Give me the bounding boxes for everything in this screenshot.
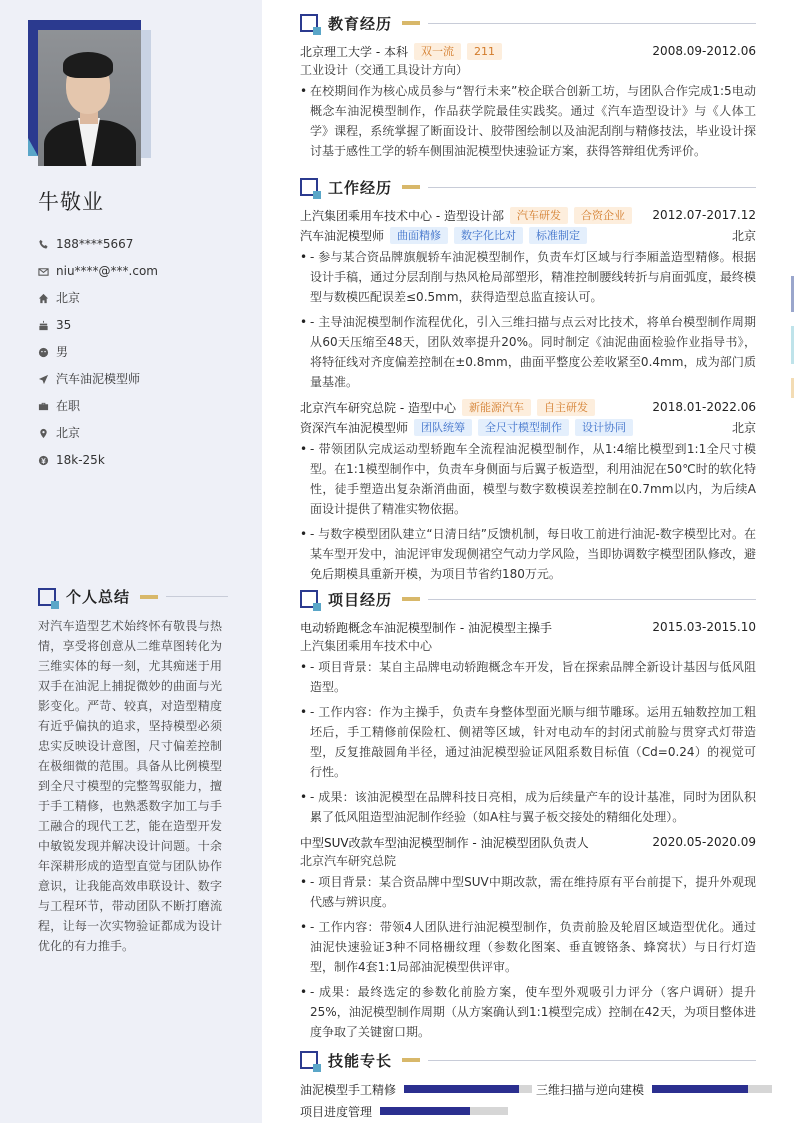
section-title: 工作经历 <box>328 178 393 197</box>
section-title: 教育经历 <box>328 14 393 33</box>
skills-section-heading <box>300 1049 756 1071</box>
list-item: • - 工作内容：作为主操手，负责车身整体型面光顺与细节雕琢。运用五轴数控加工粗坯后，手工精修前保险杠、侧裙等区域，针对电动车的封闭式前脸与贯穿式灯带造型，反复推敲圆角半径，通过油泥模型验证风阻系数目标值（Cd=0.24）的视觉可行性。 <box>300 702 756 782</box>
job-role: 资深汽车油泥模型师 <box>300 420 409 435</box>
section-title: 项目经历 <box>328 590 393 609</box>
project-org: 上汽集团乘用车技术中心 <box>300 639 433 653</box>
role-tag: 全尺寸模型制作 <box>478 419 569 436</box>
info-text: 35 <box>56 317 72 332</box>
list-item: • 在校期间作为核心成员参与“智行未来”校企联合创新工坊，与团队合作完成1:5电动概念车油泥模型制作，作品获学院最佳实践奖。通过《汽车造型设计》与《人体工学》课程，系统掌握了断面设计、胶带图绘制以及油泥刮削与精修技法，毕业设计探讨基于感性工学的轿车侧围油泥模型快速验证方案，获得答辩组优秀评价。 <box>300 81 756 161</box>
project-header <box>300 617 756 637</box>
job-city: 北京 <box>731 420 756 435</box>
section-divider <box>428 1060 756 1061</box>
section-title: 个人总结 <box>66 588 131 606</box>
job-role-row <box>300 225 756 245</box>
project-name: 电动轿跑概念车油泥模型制作 - 油泥模型主操手 <box>300 620 552 635</box>
skill-name: 项目进度管理 <box>300 1104 373 1119</box>
location-icon <box>38 426 56 439</box>
company-tag: 合资企业 <box>574 207 632 224</box>
education-row <box>300 41 756 61</box>
list-item: • - 参与某合资品牌旗舰轿车油泥模型制作，负责车灯区域与行李厢盖造型精修。根据设计手稿，通过分层刮削与热风枪局部塑形，精准控制腰线转折与肩面弧度，最终模型与数模匹配误差≤0.5mm，获得造型总监直接认可。 <box>300 247 756 307</box>
list-item: • - 带领团队完成运动型轿跑车全流程油泥模型制作，从1:4缩比模型到1:1全尺寸模型。在1:1模型制作中，负责车身侧面与后翼子板造型，利用油泥在50℃时的软化特性，徒手塑造出复杂渐消曲面，模型与数字数模误差控制在0.7mm以内，为后续A面设计提供了精准实物依据。 <box>300 439 756 519</box>
info-age <box>38 311 158 338</box>
list-item: • - 成果：最终选定的参数化前脸方案，使车型外观吸引力评分（客户调研）提升25%，油泥模型制作周期（从方案确认到1:1模型完成）控制在42天，为项目整体进度争取了关键窗口期。 <box>300 982 756 1042</box>
company-tag: 自主研发 <box>537 399 595 416</box>
info-text: 在职 <box>56 399 81 413</box>
contact-info-list <box>38 230 158 473</box>
projects-section <box>300 588 756 1047</box>
role-tag: 曲面精修 <box>390 227 448 244</box>
info-status <box>38 392 158 419</box>
list-item: • - 项目背景：某自主品牌电动轿跑概念车开发，旨在探索品牌全新设计基因与低风阻造型。 <box>300 657 756 697</box>
education-bullets <box>300 81 756 161</box>
section-gold-bar <box>402 1058 420 1062</box>
skill-item <box>300 1081 536 1098</box>
project-header <box>300 832 756 852</box>
job-role: 汽车油泥模型师 <box>300 228 385 243</box>
list-item: • - 项目背景：某合资品牌中型SUV中期改款，需在维持原有平台前提下，提升外观现代感与辨识度。 <box>300 872 756 912</box>
job-bullets <box>300 247 756 392</box>
section-gold-bar <box>402 21 420 25</box>
project-bullets <box>300 872 756 1042</box>
role-tag: 团队统筹 <box>414 419 472 436</box>
skill-bar <box>652 1085 772 1093</box>
school-tag: 双一流 <box>414 43 461 60</box>
candidate-name: 牛敬业 <box>38 190 104 214</box>
project-date: 2020.05-2020.09 <box>652 835 756 849</box>
role-tag: 标准制定 <box>529 227 587 244</box>
work-section <box>300 176 756 589</box>
job-bullets <box>300 439 756 584</box>
section-square-icon <box>300 178 318 196</box>
company-name: 上汽集团乘用车技术中心 - 造型设计部 <box>300 208 504 223</box>
skill-item <box>536 1081 772 1098</box>
section-square-icon <box>300 14 318 32</box>
list-item: • - 与数字模型团队建立“日清日结”反馈机制，每日收工前进行油泥-数字模型比对。在某车型开发中，油泥评审发现侧裙空气动力学风险，当即协调数字模型团队修改，避免后期模具重新开模，为项目节省约180万元。 <box>300 524 756 584</box>
summary-section-heading <box>38 586 228 607</box>
salary-icon <box>38 453 56 466</box>
company-name: 北京汽车研究总院 - 造型中心 <box>300 400 456 415</box>
section-divider <box>166 596 228 597</box>
section-gold-bar <box>402 597 420 601</box>
info-salary <box>38 446 158 473</box>
skill-name: 三维扫描与逆向建模 <box>536 1082 645 1097</box>
job-role-row <box>300 417 756 437</box>
cake-icon <box>38 318 56 331</box>
info-text: 汽车油泥模型师 <box>56 372 141 386</box>
education-major: 工业设计（交通工具设计方向） <box>300 63 469 77</box>
skill-bar-fill <box>652 1085 748 1093</box>
list-item: • - 工作内容：带领4人团队进行油泥模型制作，负责前脸及轮眉区域造型优化。通过油泥快速验证3种不同格栅纹理（参数化图案、垂直镀铬条、蜂窝状）与日行灯造型，制作4套1:1局部油泥模型供评审。 <box>300 917 756 977</box>
job-header <box>300 397 756 417</box>
info-hometown <box>38 284 158 311</box>
info-text: niu****@***.com <box>56 263 158 278</box>
skill-bar-fill <box>380 1107 470 1115</box>
role-tag: 设计协同 <box>575 419 633 436</box>
section-gold-bar <box>402 185 420 189</box>
project-name: 中型SUV改款车型油泥模型制作 - 油泥模型团队负责人 <box>300 835 589 850</box>
sidebar <box>0 0 262 1123</box>
skill-item <box>300 1103 536 1120</box>
section-divider <box>428 187 756 188</box>
home-icon <box>38 291 56 304</box>
section-square-icon <box>300 590 318 608</box>
section-divider <box>428 599 756 600</box>
info-text: 男 <box>56 345 69 359</box>
info-text: 北京 <box>56 291 81 305</box>
summary-text: 对汽车造型艺术始终怀有敬畏与热情，享受将创意从二维草图转化为三维实体的每一刻，尤其痴迷于用双手在油泥上捕捉微妙的曲面与光影变化。严苛、较真，对造型精度有近乎偏执的追求，坚持模型必须忠实反映设计意图，尺寸偏差控制在极细微的范围。具备从比例模型到全尺寸模型的完整驾驭能力，擅于手工精修，也熟悉数字加工与手工融合的现代工艺，能在造型开发中敏锐发现并解决设计问题。十余年深耕形成的造型直觉与团队协作意识，让我能高效串联设计、数字与工程环节，带动团队不断打磨流程，让每一次实物验证都成为设计优化的有力推手。 <box>38 619 222 953</box>
briefcase-icon <box>38 399 56 412</box>
job-date: 2018.01-2022.06 <box>652 400 756 414</box>
education-section <box>300 12 756 166</box>
projects-section-heading <box>300 588 756 610</box>
job-header <box>300 205 756 225</box>
profile-photo-frame <box>28 20 151 158</box>
school-tag: 211 <box>467 43 502 60</box>
company-tag: 新能源汽车 <box>462 399 531 416</box>
work-section-heading <box>300 176 756 198</box>
mail-icon <box>38 264 56 277</box>
section-square-icon <box>300 1051 318 1069</box>
skill-name: 油泥模型手工精修 <box>300 1082 397 1097</box>
info-job-title <box>38 365 158 392</box>
skill-row <box>300 1100 780 1122</box>
info-text: 18k-25k <box>56 452 105 467</box>
send-icon <box>38 372 56 385</box>
education-date: 2008.09-2012.06 <box>652 44 756 58</box>
section-gold-bar <box>140 595 158 599</box>
info-email <box>38 257 158 284</box>
project-bullets <box>300 657 756 827</box>
info-text: 188****5667 <box>56 236 134 251</box>
skill-bar-fill <box>404 1085 519 1093</box>
section-divider <box>428 23 756 24</box>
skill-bar <box>404 1085 532 1093</box>
info-location <box>38 419 158 446</box>
list-item: • - 成果：该油泥模型在品牌科技日亮相，成为后续量产车的设计基准，同时为团队积累了低风阻造型油泥制作经验（如A柱与翼子板交接处的精细化处理）。 <box>300 787 756 827</box>
company-tag: 汽车研发 <box>510 207 568 224</box>
job-date: 2012.07-2017.12 <box>652 208 756 222</box>
project-date: 2015.03-2015.10 <box>652 620 756 634</box>
avatar <box>38 30 141 166</box>
phone-icon <box>38 237 56 250</box>
section-square-icon <box>38 588 56 606</box>
skill-bar <box>380 1107 508 1115</box>
project-org: 北京汽车研究总院 <box>300 854 397 868</box>
info-phone <box>38 230 158 257</box>
education-section-heading <box>300 12 756 34</box>
skills-section <box>300 1049 756 1071</box>
school-name: 北京理工大学 - 本科 <box>300 44 408 59</box>
info-text: 北京 <box>56 426 81 440</box>
section-title: 技能专长 <box>328 1051 393 1070</box>
list-item: • - 主导油泥模型制作流程优化，引入三维扫描与点云对比技术，将单台模型制作周期从60天压缩至48天，团队效率提升20%。同时制定《油泥曲面检验作业指导书》，将特征线对齐度偏差控制在±0.8mm，曲面平整度公差收紧至0.4mm，成为部门质量基准。 <box>300 312 756 392</box>
skills-list <box>300 1078 780 1122</box>
gender-icon <box>38 345 56 358</box>
role-tag: 数字化比对 <box>454 227 523 244</box>
skill-row <box>300 1078 780 1100</box>
info-gender <box>38 338 158 365</box>
job-city: 北京 <box>731 228 756 243</box>
